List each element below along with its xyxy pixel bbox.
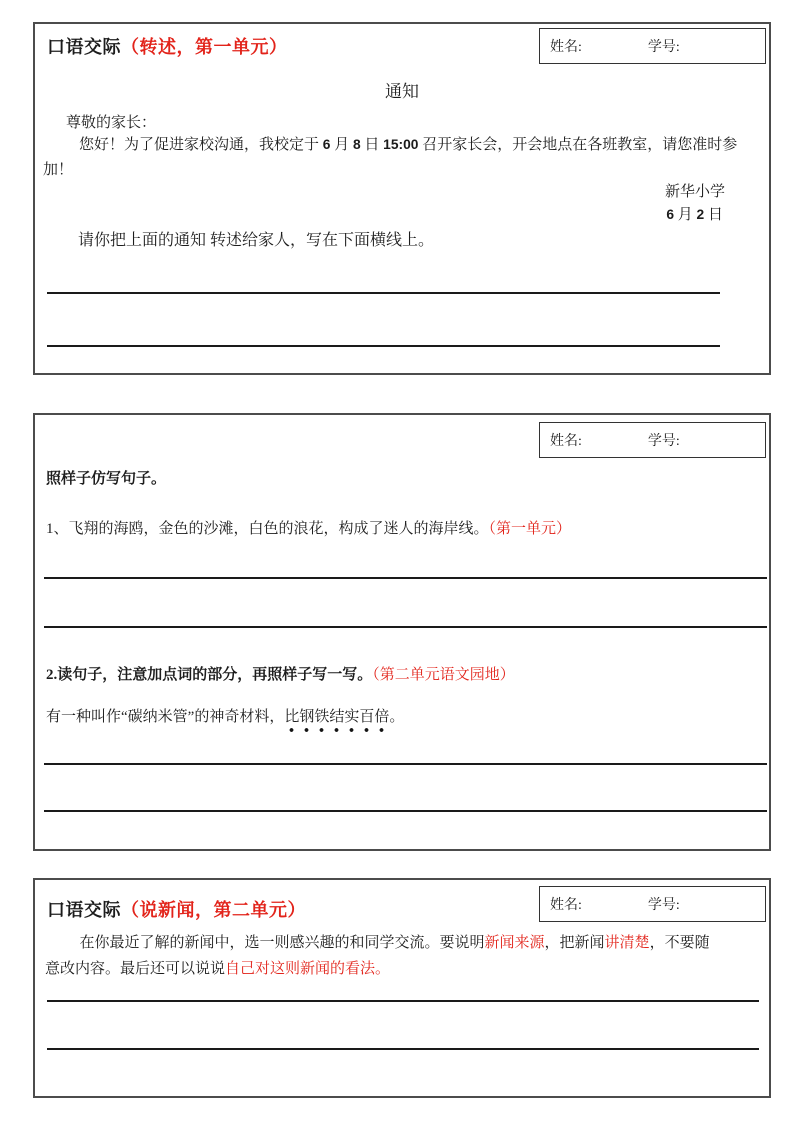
notice-signature: 新华小学	[664, 184, 725, 200]
writing-line	[47, 1000, 759, 1002]
task-instruction: 请你把上面的通知 转述给家人，写在下面横线上。	[78, 232, 435, 249]
exercise-item-1: 1、飞翔的海鸥，金色的沙滩，白色的浪花，构成了迷人的海岸线。（第一单元）	[46, 521, 572, 537]
writing-line	[44, 577, 767, 579]
writing-line	[44, 763, 767, 765]
notice-date: 6 月 2 日	[666, 207, 723, 223]
news-task-paragraph: 在你最近了解的新闻中，选一则感兴趣的和同学交流。要说明新闻来源，把新闻讲清楚，不要随意改内容。最后还可以说说自己对这则新闻的看法。	[45, 935, 710, 977]
student-id-label: 学号:	[647, 898, 680, 913]
exercise-heading: 照样子仿写句子。	[46, 471, 167, 487]
name-label: 姓名:	[550, 434, 582, 449]
section-sentence-imitation	[33, 413, 771, 851]
student-id-label: 学号:	[647, 40, 680, 55]
notice-title: 通知	[385, 82, 419, 101]
name-id-box	[539, 422, 766, 458]
writing-line	[44, 626, 767, 628]
student-id-label: 学号:	[647, 434, 680, 449]
writing-line	[44, 810, 767, 812]
section-title: 口语交际（转述，第一单元）	[47, 37, 288, 57]
name-id-box	[539, 28, 766, 64]
exercise-item-2-heading: 2.读句子，注意加点词的部分，再照样子写一写。（第二单元语文园地）	[46, 667, 515, 683]
section-oral-news	[33, 878, 771, 1098]
writing-line	[47, 292, 720, 294]
exercise-item-2-sentence: 有一种叫作“碳纳米管”的神奇材料，比钢铁结实百倍。	[46, 705, 404, 726]
name-label: 姓名:	[550, 40, 582, 55]
section-oral-retelling	[33, 22, 771, 375]
notice-body: 您好！为了促进家校沟通，我校定于 6 月 8 日 15:00 召开家长会，开会地点在各班教室，请您准时参加！	[43, 137, 738, 178]
notice-salutation: 尊敬的家长：	[66, 115, 157, 131]
writing-line	[47, 1048, 759, 1050]
name-id-box	[539, 886, 766, 922]
writing-line	[47, 345, 720, 347]
section-title: 口语交际（说新闻，第二单元）	[47, 900, 306, 920]
name-label: 姓名:	[550, 898, 582, 913]
